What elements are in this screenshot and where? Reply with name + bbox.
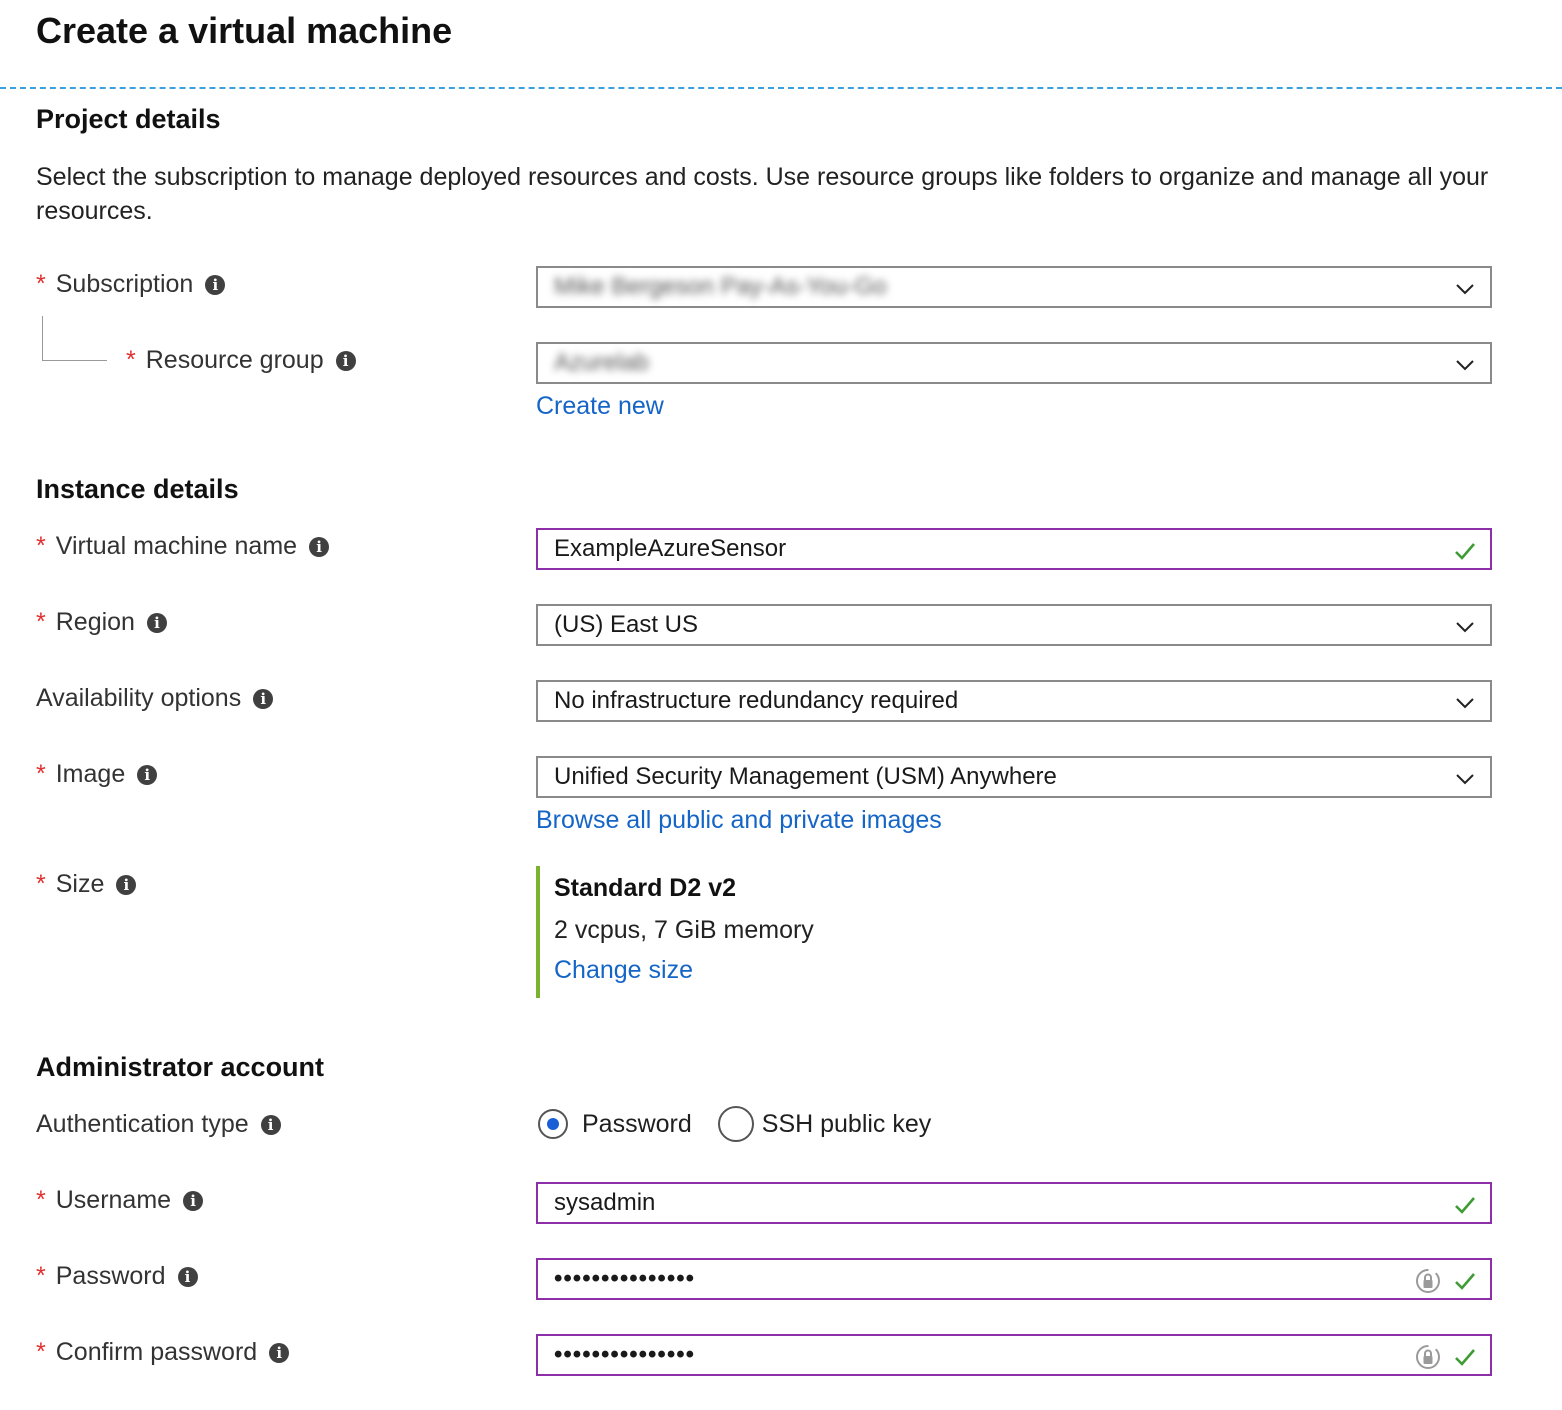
confirm-password-label-text: Confirm password <box>55 1338 258 1366</box>
region-label-text: Region <box>55 608 135 636</box>
chevron-down-icon <box>1456 618 1474 636</box>
create-new-resource-group-link[interactable]: Create new <box>536 392 664 420</box>
availability-select[interactable] <box>536 680 1492 722</box>
password-value: ••••••••••••••• <box>554 1265 696 1292</box>
required-marker: * <box>36 1186 46 1214</box>
hierarchy-connector <box>42 316 107 361</box>
info-icon[interactable]: i <box>336 351 356 371</box>
password-input[interactable] <box>536 1258 1492 1300</box>
subscription-value: Mike Bergeson Pay-As-You-Go <box>554 273 887 300</box>
required-marker: * <box>36 1338 46 1366</box>
password-label <box>36 1262 198 1291</box>
size-name: Standard D2 v2 <box>554 874 737 902</box>
radio-ssh-key-label[interactable]: SSH public key <box>761 1109 932 1138</box>
confirm-password-value: ••••••••••••••• <box>554 1341 696 1368</box>
change-size-link[interactable]: Change size <box>554 956 693 984</box>
radio-ssh-key[interactable] <box>718 1106 754 1142</box>
page-title: Create a virtual machine <box>36 10 453 51</box>
chevron-down-icon <box>1456 280 1474 298</box>
region-label <box>36 608 167 637</box>
confirm-password-label <box>36 1338 289 1367</box>
info-icon[interactable]: i <box>309 537 329 557</box>
availability-label-text: Availability options <box>36 684 242 712</box>
info-icon[interactable]: i <box>116 875 136 895</box>
region-value: (US) East US <box>554 611 699 638</box>
info-icon[interactable]: i <box>253 689 273 709</box>
confirm-password-input[interactable] <box>536 1334 1492 1376</box>
info-icon[interactable]: i <box>269 1343 289 1363</box>
image-select[interactable] <box>536 756 1492 798</box>
size-accent-bar <box>536 866 540 998</box>
image-label-text: Image <box>55 760 126 788</box>
radio-password-label[interactable]: Password <box>582 1109 692 1138</box>
vm-name-label-text: Virtual machine name <box>55 532 298 560</box>
required-marker: * <box>36 870 46 898</box>
image-value: Unified Security Management (USM) Anywhere <box>554 763 1057 790</box>
resource-group-label-text: Resource group <box>145 346 324 374</box>
size-specs: 2 vcpus, 7 GiB memory <box>554 916 814 944</box>
section-heading-instance: Instance details <box>36 474 239 504</box>
section-heading-project: Project details <box>36 104 221 134</box>
region-select[interactable] <box>536 604 1492 646</box>
browse-images-link[interactable]: Browse all public and private images <box>536 806 942 834</box>
checkmark-icon <box>1454 1270 1476 1292</box>
info-icon[interactable]: i <box>178 1267 198 1287</box>
required-marker: * <box>126 346 136 374</box>
required-marker: * <box>36 1262 46 1290</box>
password-reveal-icon[interactable] <box>1414 1267 1442 1295</box>
checkmark-icon <box>1454 1194 1476 1216</box>
section-heading-admin: Administrator account <box>36 1052 325 1082</box>
availability-label <box>36 684 273 713</box>
info-icon[interactable]: i <box>205 275 225 295</box>
size-label <box>36 870 136 899</box>
password-label-text: Password <box>55 1262 166 1290</box>
subscription-label-text: Subscription <box>55 270 194 298</box>
info-icon[interactable]: i <box>183 1191 203 1211</box>
chevron-down-icon <box>1456 694 1474 712</box>
info-icon[interactable]: i <box>261 1115 281 1135</box>
vm-name-label <box>36 532 329 561</box>
resource-group-select[interactable] <box>536 342 1492 384</box>
info-icon[interactable]: i <box>147 613 167 633</box>
password-reveal-icon[interactable] <box>1414 1343 1442 1371</box>
project-description: Select the subscription to manage deployed resources and costs. Use resource groups like folders to organize and manage all your resources. <box>36 163 1489 225</box>
radio-password[interactable] <box>538 1109 568 1139</box>
size-label-text: Size <box>55 870 105 898</box>
header-divider <box>0 87 1562 89</box>
auth-type-radio-group <box>538 1106 931 1142</box>
subscription-label <box>36 270 225 299</box>
vm-name-input[interactable] <box>536 528 1492 570</box>
username-label-text: Username <box>55 1186 172 1214</box>
vm-name-value: ExampleAzureSensor <box>554 535 787 562</box>
subscription-select[interactable] <box>536 266 1492 308</box>
info-icon[interactable]: i <box>137 765 157 785</box>
auth-type-label-text: Authentication type <box>36 1110 249 1138</box>
resource-group-label <box>126 346 356 375</box>
username-label <box>36 1186 203 1215</box>
image-label <box>36 760 157 789</box>
availability-value: No infrastructure redundancy required <box>554 687 959 714</box>
required-marker: * <box>36 760 46 788</box>
username-value: sysadmin <box>554 1189 656 1216</box>
required-marker: * <box>36 608 46 636</box>
username-input[interactable] <box>536 1182 1492 1224</box>
required-marker: * <box>36 270 46 298</box>
chevron-down-icon <box>1456 356 1474 374</box>
checkmark-icon <box>1454 1346 1476 1368</box>
resource-group-value: Azurelab <box>554 349 649 376</box>
checkmark-icon <box>1454 540 1476 562</box>
chevron-down-icon <box>1456 770 1474 788</box>
auth-type-label <box>36 1110 281 1139</box>
required-marker: * <box>36 532 46 560</box>
